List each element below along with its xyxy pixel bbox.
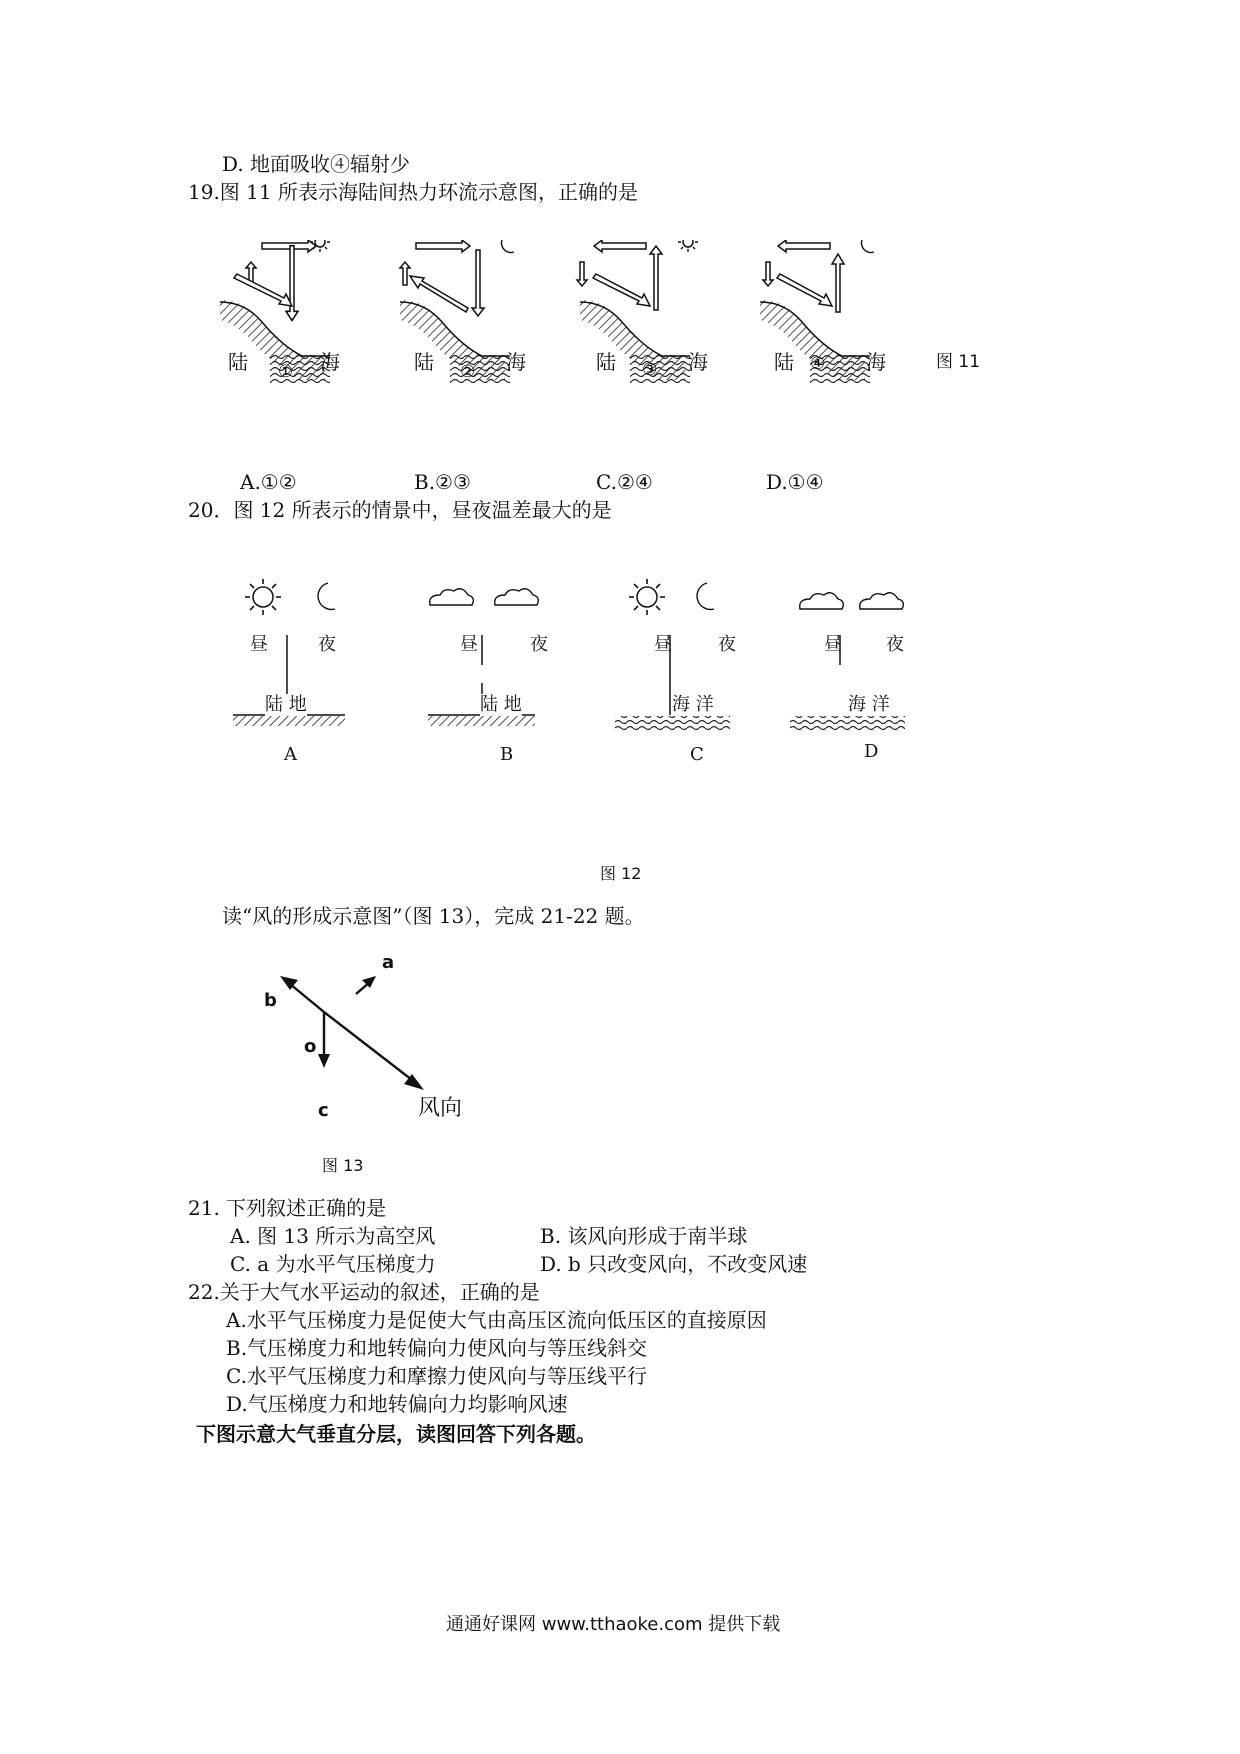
fig11-land-3: 陆 xyxy=(596,350,616,374)
arrow-down-icon xyxy=(763,262,773,286)
q22-option-b: B.气压梯度力和地转偏向力使风向与等压线斜交 xyxy=(226,1336,648,1360)
q19-option-b: B.②③ xyxy=(414,470,471,494)
fig11-num-3: ③ xyxy=(642,360,658,380)
fig12-night-c: 夜 xyxy=(718,634,736,655)
q20-stem: 20．图 12 所表示的情景中，昼夜温差最大的是 xyxy=(188,498,612,522)
fig12-letter-b: B xyxy=(500,744,514,765)
fig13-a: a xyxy=(382,952,395,973)
arrow-diagonal-icon xyxy=(234,274,292,306)
fig12-day-c: 昼 xyxy=(654,634,672,655)
q19-option-d: D.①④ xyxy=(766,470,824,494)
footer-text: 通通好课网 www.tthaoke.com 提供下载 xyxy=(446,1614,781,1635)
q22-option-c: C.水平气压梯度力和摩擦力使风向与等压线平行 xyxy=(226,1364,647,1388)
arrow-down-icon xyxy=(286,246,298,321)
fig12-night-d: 夜 xyxy=(886,634,904,655)
cloud-icon xyxy=(495,589,539,605)
q22-option-d: D.气压梯度力和地转偏向力均影响风速 xyxy=(226,1392,568,1416)
fig11-num-2: ② xyxy=(460,362,476,382)
q21-option-c: C. a 为水平气压梯度力 xyxy=(230,1252,436,1276)
fig11-num-4: ④ xyxy=(810,354,826,374)
q18-option-d: D. 地面吸收④辐射少 xyxy=(222,152,411,176)
intro-21-22: 读“风的形成示意图”（图 13），完成 21-22 题。 xyxy=(222,904,645,928)
fig12-letter-a: A xyxy=(284,744,297,765)
q22-stem: 22.关于大气水平运动的叙述，正确的是 xyxy=(188,1280,540,1304)
fig12-surface-b: 陆 地 xyxy=(480,694,522,715)
fig12-surface-a: 陆 地 xyxy=(265,694,307,715)
arrow-up-icon xyxy=(400,262,410,285)
q19-option-a: A.①② xyxy=(240,470,297,494)
arrow-diagonal-icon xyxy=(777,274,832,306)
fig13-c: c xyxy=(318,1100,329,1121)
fig12-night-a: 夜 xyxy=(318,634,336,655)
arrow-diagonal-icon xyxy=(593,274,650,306)
fig11-num-1: ① xyxy=(278,362,294,382)
next-section-intro: 下图示意大气垂直分层，读图回答下列各题。 xyxy=(196,1422,596,1446)
fig13-wind: 风向 xyxy=(418,1096,463,1121)
moon-icon xyxy=(502,240,514,252)
arrow-up-icon xyxy=(650,246,662,310)
fig11-sea-1: 海 xyxy=(320,350,340,374)
fig11-land-4: 陆 xyxy=(774,350,794,374)
fig13-label: 图 13 xyxy=(322,1156,364,1175)
fig11-sea-2: 海 xyxy=(506,350,526,374)
fig13-b: b xyxy=(264,990,277,1011)
fig12-label: 图 12 xyxy=(600,864,642,883)
fig11-sea-4: 海 xyxy=(866,350,886,374)
fig12-day-d: 昼 xyxy=(824,634,842,655)
q19-option-c: C.②④ xyxy=(596,470,653,494)
arrow-down-icon xyxy=(577,262,587,286)
fig13-o: o xyxy=(304,1036,317,1057)
cloud-icon xyxy=(860,593,904,609)
fig12-surface-d: 海 洋 xyxy=(848,694,890,715)
arrow-left-icon xyxy=(594,240,646,252)
fig11-land-1: 陆 xyxy=(228,350,248,374)
moon-icon xyxy=(697,583,714,609)
sun-icon xyxy=(629,579,665,615)
arrow-left-icon xyxy=(778,240,830,252)
fig12-day-a: 昼 xyxy=(250,634,268,655)
moon-icon xyxy=(862,240,874,252)
fig11-sea-3: 海 xyxy=(688,350,708,374)
arrow-up-icon xyxy=(832,254,844,312)
sun-icon xyxy=(245,579,281,615)
sun-icon xyxy=(678,240,698,252)
q21-option-d: D. b 只改变风向，不改变风速 xyxy=(540,1252,808,1276)
fig12-letter-c: C xyxy=(690,744,704,765)
q22-option-a: A.水平气压梯度力是促使大气由高压区流向低压区的直接原因 xyxy=(226,1308,767,1332)
q21-option-b: B. 该风向形成于南半球 xyxy=(540,1224,748,1248)
arrow-right-icon xyxy=(262,240,316,252)
fig12-day-b: 昼 xyxy=(460,634,478,655)
cloud-icon xyxy=(800,593,844,609)
arrow-right-icon xyxy=(416,240,470,252)
q21-option-a: A. 图 13 所示为高空风 xyxy=(230,1224,436,1248)
q21-stem: 21. 下列叙述正确的是 xyxy=(188,1196,387,1220)
moon-icon xyxy=(318,583,335,609)
fig12-night-b: 夜 xyxy=(530,634,548,655)
fig12-surface-c: 海 洋 xyxy=(672,694,714,715)
arrow-down-icon xyxy=(472,250,484,316)
fig11-land-2: 陆 xyxy=(414,350,434,374)
fig12-letter-d: D xyxy=(864,741,879,762)
cloud-icon xyxy=(430,589,474,605)
arrow-head-icon xyxy=(318,1054,330,1068)
q19-stem: 19.图 11 所表示海陆间热力环流示意图，正确的是 xyxy=(188,180,638,204)
fig11-label: 图 11 xyxy=(936,352,981,372)
